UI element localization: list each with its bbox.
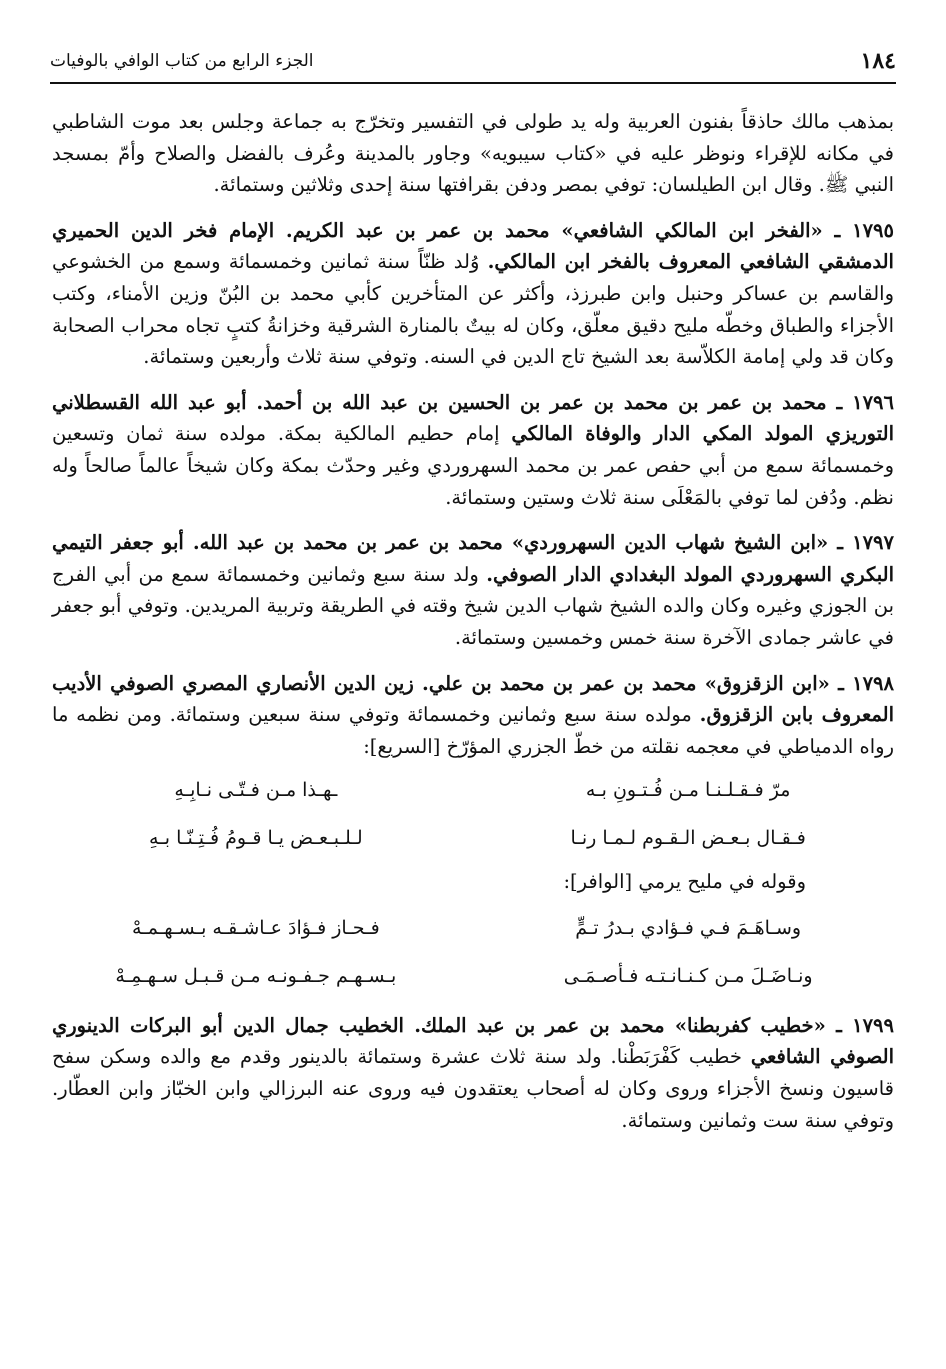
page-number: ١٨٤ <box>860 48 896 74</box>
entry-1797-body: ولد سنة سبع وثمانين وخمسمائة سمع من أبي الفرج بن الجوزي وغيره وكان والده الشيخ شهاب الدين شيخ وقته في الطريقة وتربية المريدين. وتوفي أبو جعفر في عاشر جمادى الآخرة سنة خمس وخمسين وستمائة. <box>52 562 894 649</box>
verse-first-hemistich: وسـاهَـمَ فـي فـؤادي بـدرُ تـمٍّ <box>575 916 802 939</box>
verse-second-hemistich: فـحـاز فـؤادَ عـاشـقـه بـسـهـمـهْ <box>131 916 380 939</box>
entry-1796-heading: ١٧٩٦ ـ محمد بن عمر بن محمد بن عمر بن الحسين بن عبد الله بن أحمد. أبو عبد الله القسطلاني التوريزي المولد المكي الدار والوفاة المالكي <box>52 390 894 446</box>
verse-first-hemistich: مرّ فـقـلـنـا مـن فُـتـونِ بـه <box>585 779 791 802</box>
entry-1797 <box>52 527 894 653</box>
verse-line <box>86 952 858 1000</box>
entry-1798-body: مولده سنة سبع وثمانين وخمسمائة وتوفي سنة سبعين وستمائة. ومن نظمه ما رواه الدمياطي في معجمه نقلته من خطّ الجزري المؤرّخ [السريع]: <box>52 703 894 758</box>
entry-1799 <box>52 1010 894 1136</box>
verse-second-hemistich: ـهـذا مـن فـتّـى نـابِـهِ <box>174 779 338 802</box>
paragraph-intro: بمذهب مالك حاذقاً بفنون العربية وله يد طولى في التفسير وتخرّج به جماعة وجلس بعد موت الشاطبي في مكانه للإقراء ونوظر عليه في «كتاب سيبويه» وجاور بالمدينة وعُرف بالفضل والصلاح وأمّ بمسجد النبي ﷺ. وقال ابن الطيلسان: توفي بمصر ودفن بقرافتها سنة إحدى وثلاثين وستمائة. <box>52 110 894 197</box>
entry-1799-body: خطيب كَفْرَبَطْنا. ولد سنة ثلاث عشرة وستمائة بالدينور وقدم مع والده وسكن سفح قاسيون ونسخ الأجزاء وروى وكان له أصحاب يعتقدون فيه وروى عنه البرزالي وابن الخبّاز وابن العطّار. وتوفي سنة ست وثمانين وستمائة. <box>52 1045 894 1132</box>
verse-line <box>86 904 858 952</box>
verse-first-hemistich: ونـاضَـلَ مـن كـنـانـتـه فـأصـمَـى <box>563 964 813 987</box>
entry-1796-body: إمام حطيم المالكية بمكة. مولده سنة ثمان وتسعين وخمسمائة سمع من أبي حفص عمر بن محمد السهروردي وغير وحدّث بمكة وكان شيخاً عالماً صالحاً وله نظم. ودُفن لما توفي بالمَعْلَى سنة ثلاث وستين وستمائة. <box>52 422 894 509</box>
entry-1798-heading: ١٧٩٨ ـ «ابن الزقزوق» محمد بن عمر بن محمد بن علي. زين الدين الأنصاري المصري الصوفي الأديب المعروف بابن الزقزوق. <box>52 671 895 727</box>
entry-1795-heading: ١٧٩٥ ـ «الفخر ابن المالكي الشافعي» محمد بن عمر بن عبد الكريم. الإمام فخر الدين الحميري الدمشقي الشافعي المعروف بالفخر ابن المالكي. <box>52 218 894 274</box>
page-body <box>52 106 894 1150</box>
entry-1799-heading: ١٧٩٩ ـ «خطيب كفربطنا» محمد بن عمر بن عبد الملك. الخطيب جمال الدين أبو البركات الدينوري الصوفي الشافعي <box>52 1013 894 1069</box>
page-header <box>50 40 896 84</box>
entry-1795 <box>52 215 894 373</box>
entry-1797-heading: ١٧٩٧ ـ «ابن الشيخ شهاب الدين السهروردي» محمد بن عمر بن محمد بن عبد الله. أبو جعفر التيمي البكري السهروردي المولد البغدادي الدار الصوفي. <box>52 531 894 586</box>
verse-line <box>86 814 858 862</box>
verse-intro: وقوله في مليح يرمي [الوافر]: <box>563 870 806 894</box>
running-title: الجزء الرابع من كتاب الوافي بالوفيات <box>50 51 314 71</box>
verse-first-hemistich: فـقـال بـعـض الـقـوم لـمـا رنـا <box>570 827 806 850</box>
verse-second-hemistich: بـسـهـم جـفـونـه مـن قـبـل سـهـمِـهْ <box>115 964 397 987</box>
entry-1795-body: وُلد ظنّاً سنة ثمانين وخمسمائة وسمع من الخشوعي والقاسم بن عساكر وحنبل وابن طبرزذ، وأكثر عن المتأخرين كأبي محمد بن البُنّ وزين الأمناء، وكتب الأجزاء والطباق وخطّه مليح دقيق معلّق، وكان له بيتٌ بالمنارة الشرقية وخزانةُ كتبٍ تجاه محراب الصحابة وكان قد ولي إمامة الكلاّسة بعد الشيخ تاج الدين في السنه. وتوفي سنة ثلاث وأربعين وستمائة. <box>52 250 894 369</box>
verse-line <box>86 766 858 814</box>
entry-1798 <box>52 668 894 763</box>
verse-second-hemistich: لـلـبـعـض يـا قـومُ فُـتِـنّـا بـهِ <box>149 827 363 850</box>
entry-1796 <box>52 387 894 513</box>
